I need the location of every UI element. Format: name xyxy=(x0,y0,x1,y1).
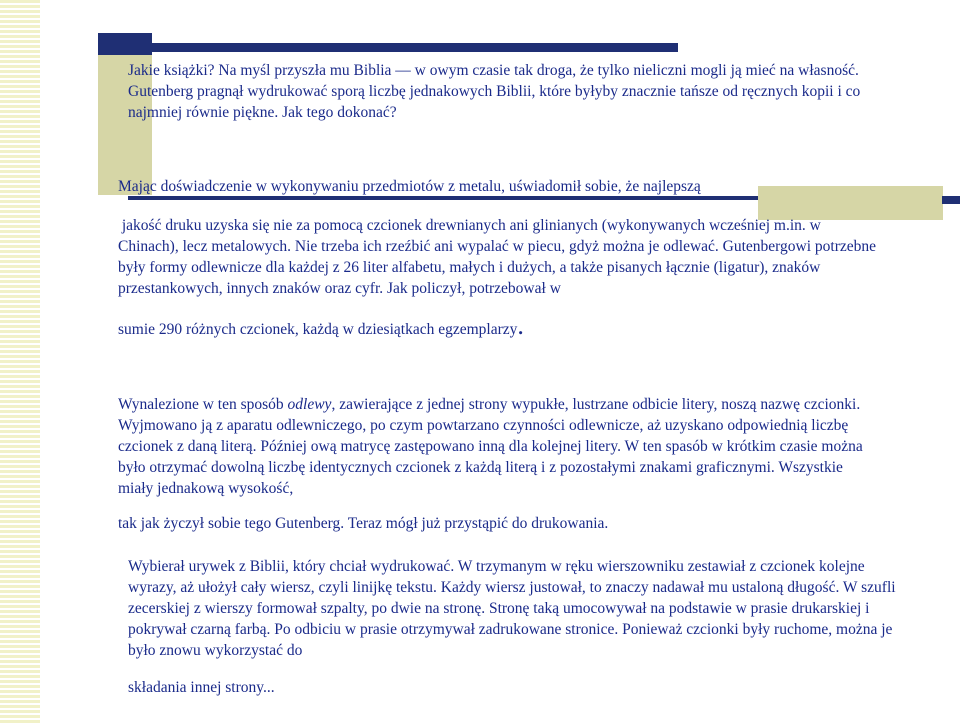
left-striped-border xyxy=(0,0,40,725)
paragraph-casting xyxy=(118,394,878,499)
navy-accent-square xyxy=(98,33,152,55)
big-period: . xyxy=(517,311,524,340)
paragraph-metal-line1: Mając doświadczenie w wykonywaniu przedmiotów z metalu, uświadomił sobie, że najlepszą xyxy=(118,178,701,195)
paragraph-typesetting-last: składania innej strony... xyxy=(128,679,275,696)
paragraph-casting-last: tak jak życzył sobie tego Gutenberg. Teraz mógł już przystąpić do drukowania. xyxy=(118,515,609,532)
paragraph-intro: Jakie książki? Na myśl przyszła mu Biblia — w owym czasie tak droga, że tylko nieliczni mogli ją mieć na własność. Gutenberg pragnął wydrukować sporą liczbę jednakowych Biblii, które byłyby znacznie tańsze od ręcznych kopii i co najmniej równie piękne. Jak tego dokonać? xyxy=(128,62,865,121)
paragraph-metal-last xyxy=(118,311,878,340)
paragraph-typesetting: Wybierał urywek z Biblii, który chciał wydrukować. W trzymanym w ręku wierszowniku zestawiał z czcionek kolejne wyrazy, aż ułożył cały wiersz, czyli linijkę tekstu. Każdy wiersz justował, to znaczy nadawał mu ustaloną długość. W szufli zecerskiej z wierszy formował szpalty, po dwie na stronę. Stronę taką umocowywał na podstawie w prasie drukarskiej i pokrywał czarną farbą. Po odbiciu w prasie otrzymywał zadrukowane stronice. Ponieważ czcionki były ruchome, można je było znowu wykorzystać do xyxy=(128,558,900,659)
casting-text-b: , zawierające z jednej strony wypukłe, lustrzane odbicie litery, noszą nazwę czcionki. Wyjmowano ją z aparatu odlewniczego, po czym powtarzano czynności odlewnicze, aż uzyskano odpowiednią liczbę czcionek z daną literą. Później ową matrycę zastępowano inną dla kolejnej litery. W ten spasób w krótkim czasie można było otrzymać dowolną liczbę identycznych czcionek z każdą literą i z pozostałymi znakami graficznymi. Wszystkie miały jednakową wysokość, xyxy=(118,396,867,497)
metal-last-text: sumie 290 różnych czcionek, każdą w dziesiątkach egzemplarzy xyxy=(118,321,518,338)
right-navy-tail xyxy=(942,196,960,204)
casting-italic-term: odlewy xyxy=(287,396,332,413)
top-navy-bar xyxy=(98,43,678,52)
paragraph-metal-body: jakość druku uzyska się nie za pomocą czcionek drewnianych ani glinianych (wykonywanych wcześniej m.in. w Chinach), lecz metalowych. Nie trzeba ich rzeźbić ani wypalać w piecu, gdyż można je odlewać. Gutenbergowi potrzebne były formy odlewnicze dla każdej z 26 liter alfabetu, małych i dużych, a także pisanych łącznie (ligatur), znaków przestankowych, innych znaków oraz cyfr. Jak policzył, potrzebował w xyxy=(118,217,880,297)
casting-text-a: Wynalezione w ten sposób xyxy=(118,396,288,413)
